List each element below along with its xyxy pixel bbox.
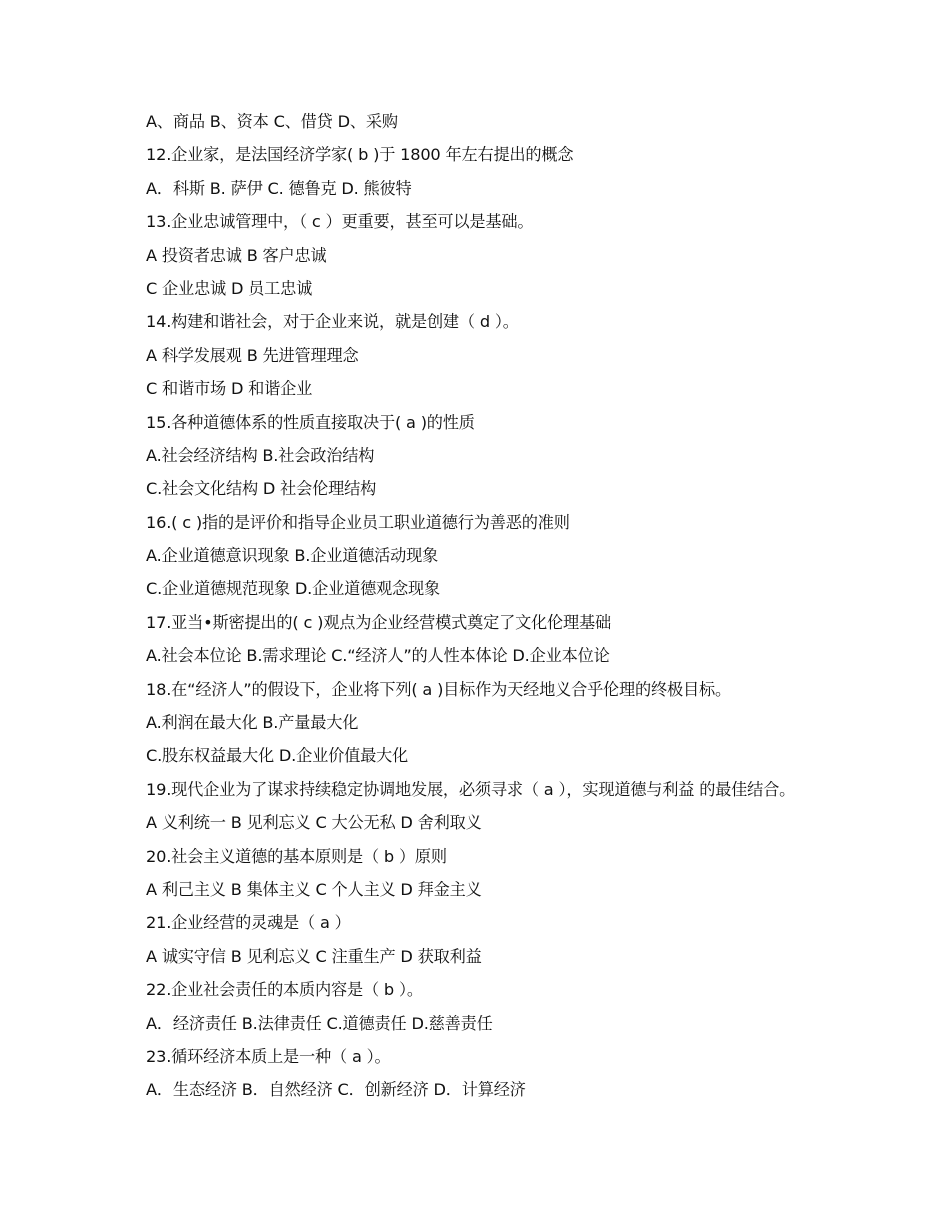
options-line: A．生态经济 B．自然经济 C．创新经济 D．计算经济 bbox=[146, 1080, 526, 1100]
question-line: 16.( c )指的是评价和指导企业员工职业道德行为善恶的准则 bbox=[146, 512, 570, 532]
options-line: A.利润在最大化 B.产量最大化 bbox=[146, 713, 359, 733]
options-line: A 科学发展观 B 先进管理理念 bbox=[146, 345, 359, 365]
options-line: C 和谐市场 D 和谐企业 bbox=[146, 379, 313, 399]
question-line: 13.企业忠诚管理中，（ c ）更重要，甚至可以是基础。 bbox=[146, 212, 534, 232]
question-line: 18.在“经济人”的假设下，企业将下列( a )目标作为天经地义合乎伦理的终极目标。 bbox=[146, 679, 731, 699]
options-line: A 义利统一 B 见利忘义 C 大公无私 D 舍利取义 bbox=[146, 813, 482, 833]
options-line: C.股东权益最大化 D.企业价值最大化 bbox=[146, 746, 409, 766]
options-line: C 企业忠诚 D 员工忠诚 bbox=[146, 278, 313, 298]
options-line: A 投资者忠诚 B 客户忠诚 bbox=[146, 245, 327, 265]
text-line: A、商品 B、资本 C、借贷 D、采购 bbox=[146, 112, 398, 131]
options-line: A．科斯 B. 萨伊 C. 德鲁克 D. 熊彼特 bbox=[146, 178, 412, 198]
options-line: A．经济责任 B.法律责任 C.道德责任 D.慈善责任 bbox=[146, 1013, 493, 1033]
question-line: 21.企业经营的灵魂是（ a ） bbox=[146, 913, 351, 933]
question-line: 15.各种道德体系的性质直接取决于( a )的性质 bbox=[146, 412, 475, 432]
question-line: 19.现代企业为了谋求持续稳定协调地发展，必须寻求（ a ），实现道德与利益 的最佳结合。 bbox=[146, 779, 796, 799]
question-line: 17.亚当•斯密提出的( c )观点为企业经营模式奠定了文化伦理基础 bbox=[146, 612, 611, 632]
question-line: 14.构建和谐社会，对于企业来说，就是创建（ d ）。 bbox=[146, 312, 519, 332]
options-line: A 利己主义 B 集体主义 C 个人主义 D 拜金主义 bbox=[146, 879, 482, 899]
options-line: C.企业道德规范现象 D.企业道德观念现象 bbox=[146, 579, 441, 599]
options-line: A 诚实守信 B 见利忘义 C 注重生产 D 获取利益 bbox=[146, 946, 482, 966]
options-line: A.社会经济结构 B.社会政治结构 bbox=[146, 445, 375, 465]
question-line: 22.企业社会责任的本质内容是（ b ）。 bbox=[146, 980, 423, 1000]
question-line: 20.社会主义道德的基本原则是（ b ）原则 bbox=[146, 846, 447, 866]
options-line: C.社会文化结构 D 社会伦理结构 bbox=[146, 479, 377, 499]
question-line: 12.企业家，是法国经济学家( b )于 1800 年左右提出的概念 bbox=[146, 145, 574, 165]
options-line: A.企业道德意识现象 B.企业道德活动现象 bbox=[146, 546, 439, 566]
options-line: A.社会本位论 B.需求理论 C.“经济人”的人性本体论 D.企业本位论 bbox=[146, 646, 610, 666]
question-line: 23.循环经济本质上是一种（ a ）。 bbox=[146, 1046, 391, 1066]
question-list bbox=[146, 111, 936, 1113]
